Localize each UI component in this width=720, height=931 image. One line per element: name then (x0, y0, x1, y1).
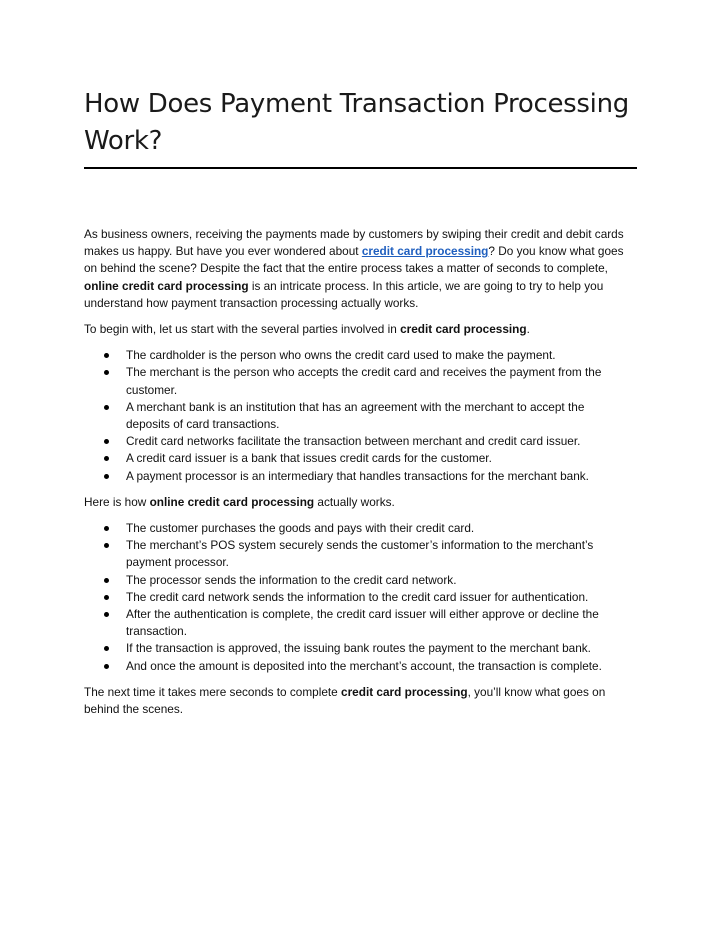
intro-text-2: ? Do you know what goes on behind the scene? Despite the fact that the entire process takes a matter of seconds to complete, (84, 244, 624, 276)
article-body (84, 226, 637, 718)
steps-intro-bold-term: online credit card processing (149, 494, 315, 509)
credit-card-processing-link[interactable]: credit card processing (361, 244, 489, 259)
list-item-text: If the transaction is approved, the issuing bank routes the payment to the merchant bank. (126, 641, 591, 656)
parties-intro-paragraph (84, 321, 637, 338)
closing-text-1: The next time it takes mere seconds to complete (84, 684, 342, 699)
list-item (84, 347, 637, 364)
list-item-text: The processor sends the information to the credit card network. (126, 572, 457, 587)
bullet-icon (104, 526, 109, 531)
list-item (84, 399, 637, 433)
bullet-icon (104, 578, 109, 583)
intro-text-3: is an intricate process. In this article, we are going to try to help you understand how payment transaction processing actually works. (84, 278, 604, 310)
steps-intro-text-1: Here is how (84, 494, 150, 509)
closing-paragraph (84, 684, 637, 718)
bullet-icon (104, 405, 109, 410)
list-item-text: The customer purchases the goods and pays with their credit card. (126, 521, 475, 536)
list-item (84, 433, 637, 450)
list-item-text: The credit card network sends the information to the credit card issuer for authentication. (126, 589, 589, 604)
steps-intro-text-2: actually works. (314, 494, 395, 509)
list-item-text: And once the amount is deposited into the merchant’s account, the transaction is complete. (126, 658, 602, 673)
bullet-icon (104, 595, 109, 600)
list-item-text: The merchant’s POS system securely sends the customer’s information to the merchant’s payment processor. (126, 538, 594, 570)
list-item (84, 589, 637, 606)
steps-intro-paragraph (84, 494, 637, 511)
document-page (84, 0, 637, 718)
bullet-icon (104, 370, 109, 375)
parties-list (84, 347, 637, 485)
intro-paragraph (84, 226, 637, 312)
list-item-text: Credit card networks facilitate the transaction between merchant and credit card issuer. (126, 434, 581, 449)
list-item (84, 520, 637, 537)
intro-bold-term: online credit card processing (84, 278, 249, 293)
bullet-icon (104, 646, 109, 651)
closing-text-2: , you’ll know what goes on behind the scenes. (84, 684, 606, 717)
steps-list (84, 520, 637, 675)
parties-intro-bold-term: credit card processing (400, 322, 527, 337)
bullet-icon (104, 664, 109, 669)
bullet-icon (104, 474, 109, 479)
list-item-text: A merchant bank is an institution that has an agreement with the merchant to accept the deposits of card transactions. (126, 399, 585, 432)
intro-text-1: As business owners, receiving the payments made by customers by swiping their credit and debit cards makes us happy. But have you ever wondered about (84, 227, 624, 259)
list-item-text: A payment processor is an intermediary that handles transactions for the merchant bank. (126, 468, 589, 483)
closing-bold-term: credit card processing (341, 684, 468, 699)
bullet-icon (104, 612, 109, 617)
list-item (84, 606, 637, 640)
bullet-icon (104, 353, 109, 358)
title-divider (84, 167, 637, 169)
page-title: How Does Payment Transaction Processing Work? (84, 89, 629, 156)
parties-intro-text-1: To begin with, let us start with the several parties involved in (84, 322, 401, 337)
list-item-text: The merchant is the person who accepts the credit card and receives the payment from the customer. (126, 365, 602, 397)
list-item-text: A credit card issuer is a bank that issues credit cards for the customer. (126, 451, 492, 466)
list-item (84, 468, 637, 485)
list-item (84, 572, 637, 589)
list-item (84, 364, 637, 398)
bullet-icon (104, 456, 109, 461)
bullet-icon (104, 543, 109, 548)
list-item-text: The cardholder is the person who owns the credit card used to make the payment. (126, 348, 556, 363)
list-item (84, 537, 637, 571)
list-item (84, 450, 637, 467)
list-item (84, 658, 637, 675)
list-item-text: After the authentication is complete, the credit card issuer will either approve or decline the transaction. (126, 607, 599, 639)
list-item (84, 640, 637, 657)
parties-intro-text-2: . (526, 322, 530, 337)
bullet-icon (104, 439, 109, 444)
